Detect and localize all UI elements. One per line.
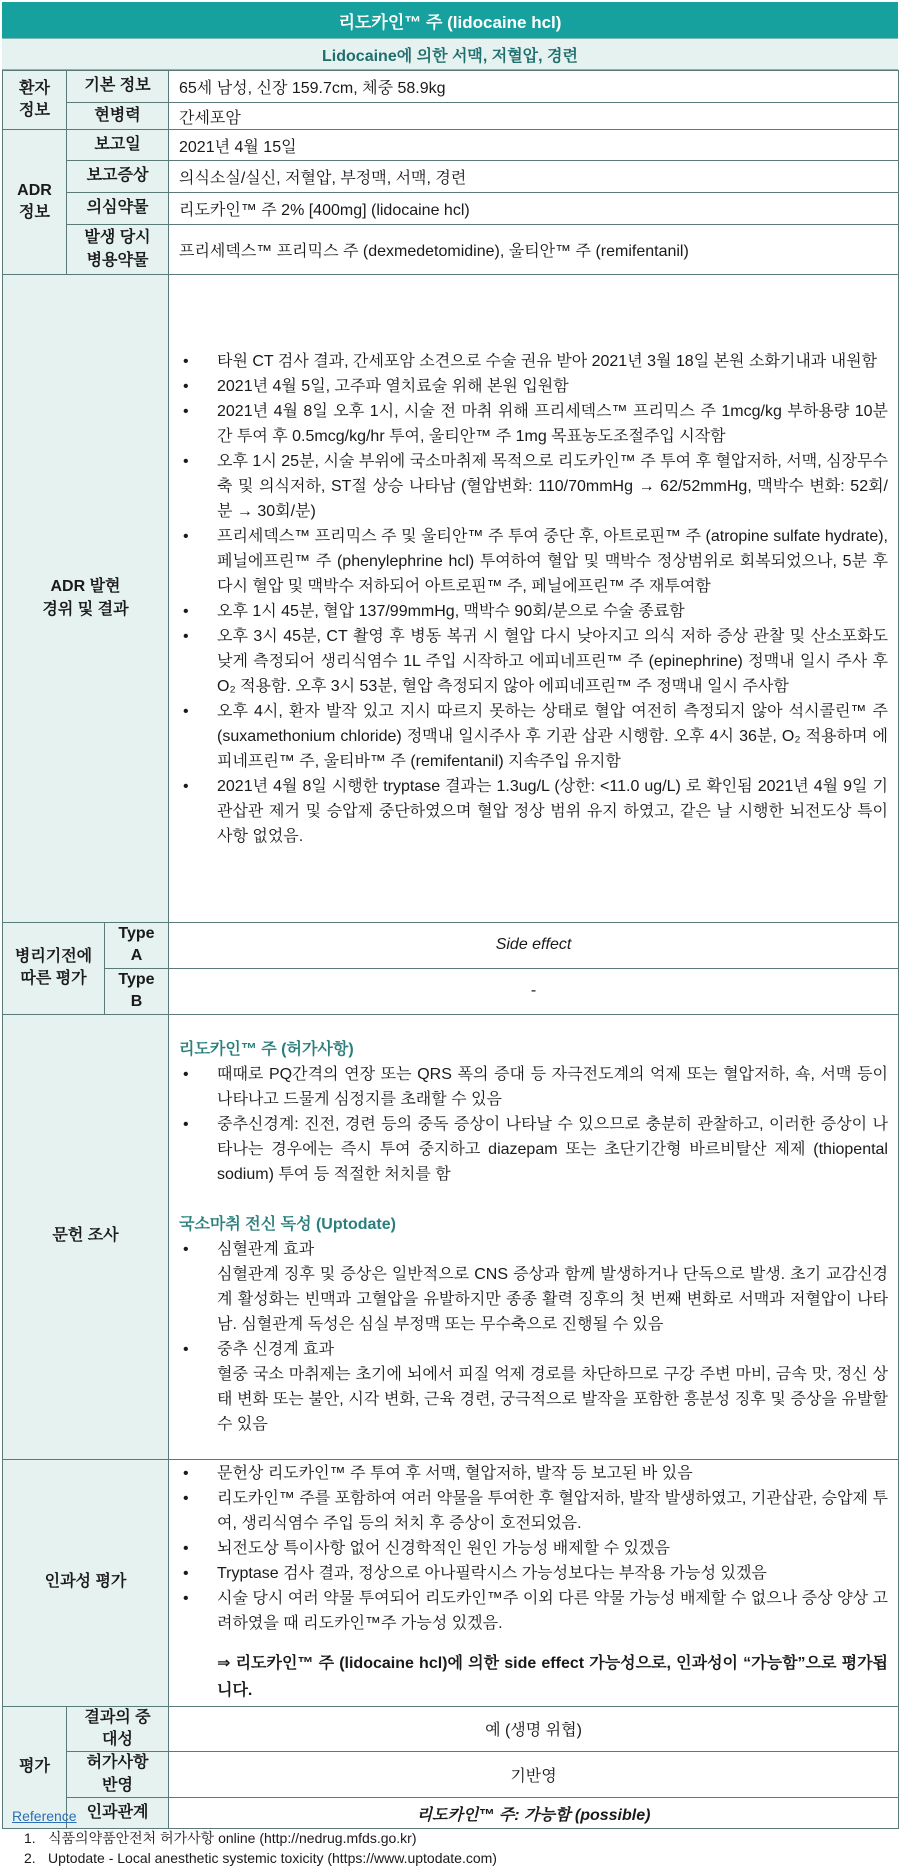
row-value: 의식소실/실신, 저혈압, 부정맥, 서맥, 경련 — [169, 161, 899, 193]
table-row — [3, 193, 899, 225]
table-row — [3, 1014, 899, 1459]
list-item — [24, 1828, 892, 1848]
list-item: • 오후 1시 25분, 시술 부위에 국소마취제 목적으로 리도카인™ 주 투여 후 혈압저하, 서맥, 심장무수축 및 의식저하, ST절 상승 나타남 (혈압변화: 110/70mmHg → 62/52mmHg, 맥박수 변화: 52회/분 → 30회/분) — [217, 449, 888, 524]
list-item: • 뇌전도상 특이사항 없어 신경학적인 원인 가능성 배제할 수 있겠음 — [217, 1536, 888, 1561]
row-value: 프리세덱스™ 프리믹스 주 (dexmedetomidine), 울티안™ 주 (remifentanil) — [169, 225, 899, 275]
table-row — [3, 1459, 899, 1706]
row-label: Type B — [105, 968, 169, 1014]
paragraph: 혈중 국소 마취제는 초기에 뇌에서 피질 억제 경로를 차단하므로 구강 주변 마비, 금속 맛, 정신 상태 변화 또는 불안, 시각 변화, 근육 경련, 궁극적으로 발작을 포함한 흥분성 징후 및 증상을 유발할 수 있음 — [217, 1365, 888, 1433]
list-item: • 오후 1시 45분, 혈압 137/99mmHg, 맥박수 90회/분으로 수술 종료함 — [217, 599, 888, 624]
row-label: 발생 당시 병용약물 — [67, 225, 169, 275]
list-item: • 2021년 4월 8일 시행한 tryptase 결과는 1.3ug/L (상한: <11.0 ug/L) 로 확인됨 2021년 4월 9일 기관삽관 제거 및 승압제 중단하였으며 혈압 정상 범위 유지 하였고, 같은 날 시행한 뇌전도상 특이 사항 없었음. — [217, 774, 888, 849]
list-item: • 오후 4시, 환자 발작 있고 지시 따르지 못하는 상태로 혈압 여전히 측정되지 않아 석시콜린™ 주 (suxamethonium chloride) 정맥내 일시주사 후 기관 삽관 시행함. 오후 4시 36분, O₂ 적용하며 에피네프린™ 주, 울티바™ 주 (remifentanil) 지속주입 유지함 — [217, 699, 888, 774]
row-label: 현병력 — [67, 103, 169, 130]
row-value: 2021년 4월 15일 — [169, 130, 899, 161]
reference-text: Uptodate - Local anesthetic systemic toxicity (https://www.uptodate.com) — [48, 1850, 497, 1866]
course-list — [179, 349, 888, 849]
row-label: 결과의 중대성 — [67, 1706, 169, 1752]
table-row — [3, 1706, 899, 1752]
row-label: 인과관계 — [67, 1798, 169, 1829]
list-item: • 시술 당시 여러 약물 투여되어 리도카인™주 이외 다른 약물 가능성 배제할 수 없으나 증상 양상 고려하였을 때 리도카인™주 가능성 있겠음. — [217, 1586, 888, 1636]
row-label: 보고일 — [67, 130, 169, 161]
row-value: 리도카인™ 주 2% [400mg] (lidocaine hcl) — [169, 193, 899, 225]
row-value: 기반영 — [169, 1752, 899, 1798]
list-item: • 2021년 4월 5일, 고주파 열치료술 위해 본원 입원함 — [217, 374, 888, 399]
literature-list — [179, 1062, 888, 1187]
table-row — [3, 968, 899, 1014]
row-label: Type A — [105, 923, 169, 969]
table-row — [3, 161, 899, 193]
row-label: 보고증상 — [67, 161, 169, 193]
reference-number: 1. — [24, 1830, 36, 1846]
list-item: • 2021년 4월 8일 오후 1시, 시술 전 마취 위해 프리세덱스™ 프리믹스 주 1mcg/kg 부하용량 10분간 투여 후 0.5mcg/kg/hr 투여, 울티안™ 주 1mg 목표농도조절주입 시작함 — [217, 399, 888, 449]
row-value: - — [169, 968, 899, 1014]
list-item: • 문헌상 리도카인™ 주 투여 후 서맥, 혈압저하, 발작 등 보고된 바 있음 — [217, 1461, 888, 1486]
row-value: 간세포암 — [169, 103, 899, 130]
references — [12, 1806, 892, 1868]
course-content — [169, 275, 899, 923]
literature-content — [169, 1014, 899, 1459]
table-row — [3, 275, 899, 923]
reference-text: 식품의약품안전처 허가사항 online (http://nedrug.mfds.go.kr) — [48, 1830, 417, 1846]
evaluation-label: 평가 — [3, 1706, 67, 1829]
row-label: 허가사항 반영 — [67, 1752, 169, 1798]
list-item: • 때때로 PQ간격의 연장 또는 QRS 폭의 증대 등 자극전도계의 억제 또는 혈압저하, 쇽, 서맥 등이 나타나고 드물게 심정지를 초래할 수 있음 — [217, 1062, 888, 1112]
list-item: • 프리세덱스™ 프리믹스 주 및 울티안™ 주 투여 중단 후, 아트로핀™ 주 (atropine sulfate hydrate), 페닐에프린™ 주 (phenylephrine hcl) 투여하여 혈압 및 맥박수 정상범위로 회복되었으나, 5분 후 다시 혈압 및 맥박수 저하되어 아트로핀™ 주, 페닐에프린™ 주 재투여함 — [217, 524, 888, 599]
row-label: 의심약물 — [67, 193, 169, 225]
mechanism-label: 병리기전에 따른 평가 — [3, 923, 105, 1015]
table-row — [3, 225, 899, 275]
section-title: 국소마취 전신 독성 (Uptodate) — [179, 1215, 396, 1233]
list-item: • 리도카인™ 주를 포함하여 여러 약물을 투여한 후 혈압저하, 발작 발생하였고, 기관삽관, 승압제 투여, 생리식염수 주입 등의 처치 후 증상이 호전되었음. — [217, 1486, 888, 1536]
patient-group-label: 환자 정보 — [3, 71, 67, 130]
references-heading[interactable]: Reference — [12, 1808, 77, 1824]
table-row — [3, 1752, 899, 1798]
row-value: 65세 남성, 신장 159.7cm, 체중 58.9kg — [169, 71, 899, 103]
literature-label: 문헌 조사 — [3, 1014, 169, 1459]
list-item: • 타원 CT 검사 결과, 간세포암 소견으로 수술 권유 받아 2021년 3월 18일 본원 소화기내과 내원함 — [217, 349, 888, 374]
list-item: • 중추 신경계 효과 — [217, 1337, 888, 1362]
literature-list — [179, 1337, 888, 1362]
table-row — [3, 923, 899, 969]
references-list — [12, 1828, 892, 1868]
list-item: • Tryptase 검사 결과, 정상으로 아나필락시스 가능성보다는 부작용 가능성 있겠음 — [217, 1561, 888, 1586]
row-label: 기본 정보 — [67, 71, 169, 103]
row-value: Side effect — [169, 923, 899, 969]
causality-list — [179, 1461, 888, 1636]
list-item: • 오후 3시 45분, CT 촬영 후 병동 복귀 시 혈압 다시 낮아지고 의식 저하 증상 관찰 및 산소포화도 낮게 측정되어 생리식염수 1L 주입 시작하고 에피네프린™ 주 (epinephrine) 정맥내 일시 주사 후 O₂ 적용함. 오후 3시 53분, 혈압 측정되지 않아 에피네프린™ 주 정맥내 일시 주사함 — [217, 624, 888, 699]
adr-group-label: ADR 정보 — [3, 130, 67, 275]
report-subtitle: Lidocaine에 의한 서맥, 저혈압, 경련 — [2, 38, 898, 70]
reference-number: 2. — [24, 1850, 36, 1866]
section-title: 리도카인™ 주 (허가사항) — [179, 1040, 354, 1058]
causality-content — [169, 1459, 899, 1706]
list-item — [24, 1848, 892, 1868]
course-label: ADR 발현 경위 및 결과 — [3, 275, 169, 923]
report-table — [2, 70, 899, 1829]
literature-list — [179, 1237, 888, 1262]
causality-label: 인과성 평가 — [3, 1459, 169, 1706]
table-row — [3, 103, 899, 130]
causality-conclusion: ⇒ 리도카인™ 주 (lidocaine hcl)에 의한 side effect 가능성으로, 인과성이 “가능함”으로 평가됩니다. — [217, 1655, 888, 1700]
row-value: 예 (생명 위협) — [169, 1706, 899, 1752]
list-item: • 중추신경계: 진전, 경련 등의 중독 증상이 나타날 수 있으므로 충분히 관찰하고, 이러한 증상이 나타나는 경우에는 즉시 투여 중지하고 diazepam 또는 초단기간형 바르비탈산 제제 (thiopental sodium) 투여 등 적절한 처치를 함 — [217, 1112, 888, 1187]
list-item: • 심혈관계 효과 — [217, 1237, 888, 1262]
report-title: 리도카인™ 주 (lidocaine hcl) — [2, 2, 898, 38]
paragraph: 심혈관계 징후 및 증상은 일반적으로 CNS 증상과 함께 발생하거나 단독으로 발생. 초기 교감신경계 활성화는 빈맥과 고혈압을 유발하지만 종종 활력 징후의 첫 번째 변화로 서맥과 저혈압이 나타남. 심혈관계 독성은 심실 부정맥 또는 무수축으로 진행될 수 있음 — [217, 1265, 888, 1333]
row-value: 리도카인™ 주: 가능함 (possible) — [169, 1798, 899, 1829]
table-row — [3, 71, 899, 103]
table-row — [3, 130, 899, 161]
